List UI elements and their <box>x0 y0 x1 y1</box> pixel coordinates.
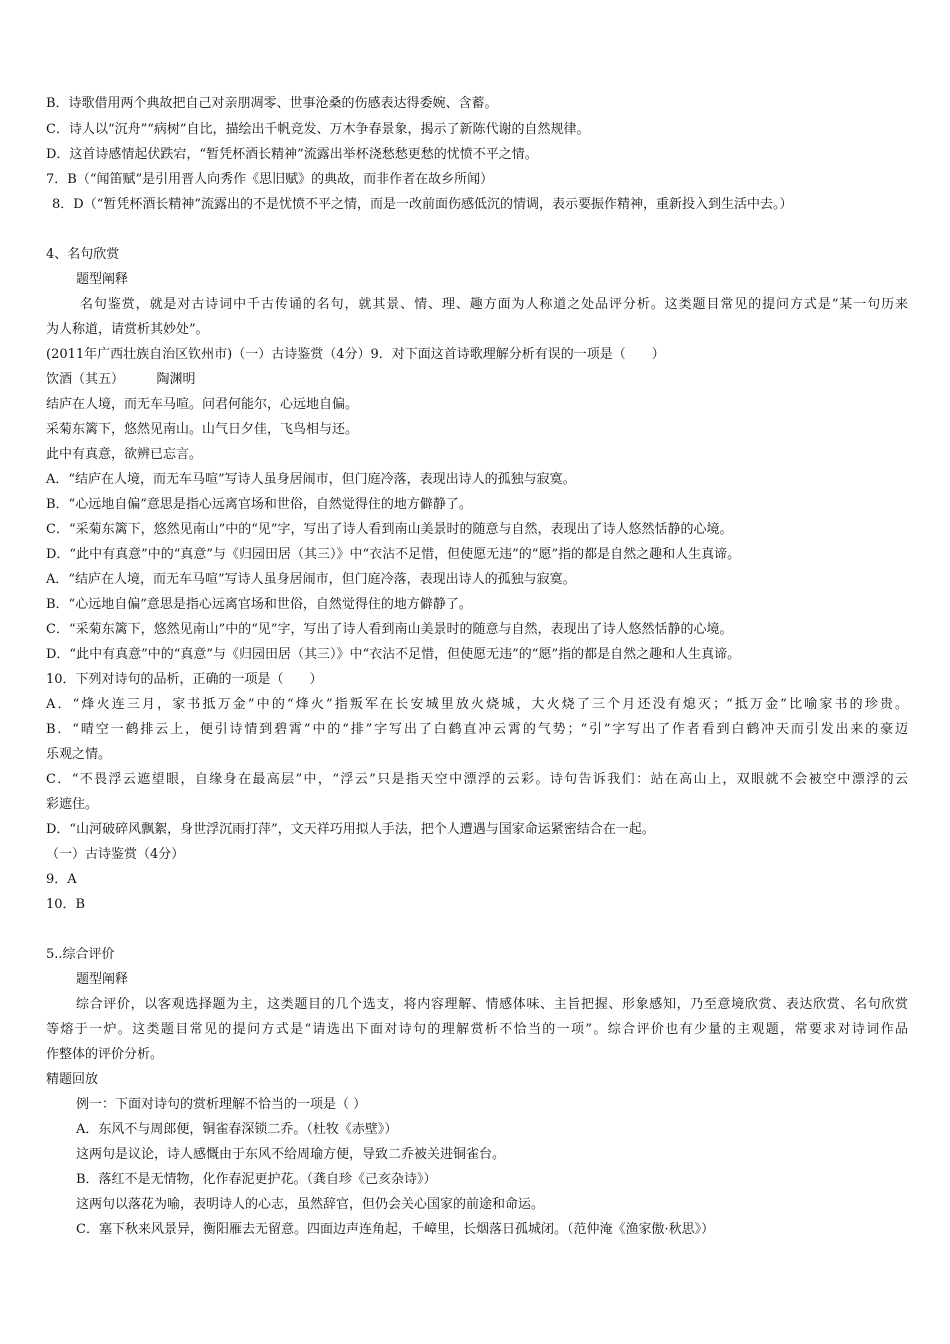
option-c-line: C．“采菊东篱下，悠然见南山”中的“见”字，写出了诗人看到南山美景时的随意与自然，表现出了诗人悠然恬静的心境。 <box>46 522 733 537</box>
option-c-continuation: 彩遮住。 <box>46 797 99 812</box>
poem-line: 此中有真意，欲辨已忘言。 <box>46 447 203 462</box>
option-b-line: B．“晴空一鹤排云上，便引诗情到碧霄”中的“排”字写出了白鹤直冲云霄的气势；“引”字写出了作者看到白鹤冲天而引发出来的豪迈 <box>46 722 908 737</box>
paragraph-line: 等熔于一炉。这类题目常见的提问方式是“请选出下面对诗句的理解赏析不恰当的一项”。综合评价也有少量的主观题，常要求对诗词作品 <box>46 1022 908 1037</box>
paragraph-line: 为人称道，请赏析其妙处”。 <box>46 322 209 337</box>
example-1-stem: 例一：下面对诗句的赏析理解不恰当的一项是（ ） <box>76 1097 367 1112</box>
option-a-line: A．“结庐在人境，而无车马喧”写诗人虽身居闹市，但门庭冷落，表现出诗人的孤独与寂寞。 <box>46 572 576 587</box>
option-d-line: D．“此中有真意”中的“真意”与《归园田居（其三）》中“衣沾不足惜，但使愿无违”的“愿”指的都是自然之趣和人生真谛。 <box>46 547 741 562</box>
option-a-line: A．“烽火连三月，家书抵万金”中的“烽火”指叛军在长安城里放火烧城，大火烧了三个月还没有熄灭；“抵万金”比喻家书的珍贵。 <box>46 697 908 712</box>
option-c-line: C．“不畏浮云遮望眼，自缘身在最高层”中，“浮云”只是指天空中漂浮的云彩。诗句告诉我们：站在高山上，双眼就不会被空中漂浮的云 <box>46 772 908 787</box>
answer-8: 8．D（“暂凭杯酒长精神”流露出的不是忧愤不平之情，而是一改前面伤感低沉的情调，表示要振作精神，重新投入到生活中去。） <box>52 197 793 212</box>
option-b-line: B．“心远地自偏”意思是指心远离官场和世俗，自然觉得住的地方僻静了。 <box>46 597 472 612</box>
example-option-a-note: 这两句是议论，诗人感慨由于东风不给周瑜方便，导致二乔被关进铜雀台。 <box>76 1147 506 1162</box>
example-option-b: B．落红不是无情物，化作春泥更护花。（龚自珍《己亥杂诗》） <box>76 1172 437 1187</box>
section-heading-5: 5..综合评价 <box>46 947 115 962</box>
poem-line: 结庐在人境，而无车马喧。问君何能尔，心远地自偏。 <box>46 397 359 412</box>
example-option-c: C．塞下秋来风景异，衡阳雁去无留意。四面边声连角起，千嶂里，长烟落日孤城闭。（范仲淹《渔家傲·秋思》） <box>76 1222 715 1237</box>
answer-heading: （一）古诗鉴赏（4分） <box>46 847 185 862</box>
option-c-line: C．诗人以“沉舟”“病树”自比，描绘出千帆竞发、万木争春景象，揭示了新陈代谢的自然规律。 <box>46 122 590 137</box>
paragraph-line: 作整体的评价分析。 <box>46 1047 164 1062</box>
paragraph-line: 综合评价，以客观选择题为主，这类题目的几个选支，将内容理解、情感体味、主旨把握、形象感知，乃至意境欣赏、表达欣赏、名句欣赏 <box>76 997 908 1012</box>
option-c-line: C．“采菊东篱下，悠然见南山”中的“见”字，写出了诗人看到南山美景时的随意与自然，表现出了诗人悠然恬静的心境。 <box>46 622 733 637</box>
poem-title: 饮酒（其五） 陶渊明 <box>46 372 196 387</box>
option-d-line: D．“山河破碎风飘絮，身世浮沉雨打萍”，文天祥巧用拟人手法，把个人遭遇与国家命运紧密结合在一起。 <box>46 822 655 837</box>
answer-7: 7．B（“闻笛赋”是引用晋人向秀作《思旧赋》的典故，而非作者在故乡所闻） <box>46 172 494 187</box>
subheading-featured-questions: 精题回放 <box>46 1072 99 1087</box>
question-9-stem: (2011年广西壮族自治区钦州市)（一）古诗鉴赏（4分）9．对下面这首诗歌理解分析有误的一项是（ ） <box>46 347 665 362</box>
example-option-b-note: 这两句以落花为喻，表明诗人的心志，虽然辞官，但仍会关心国家的前途和命运。 <box>76 1197 545 1212</box>
option-b-continuation: 乐观之情。 <box>46 747 112 762</box>
example-option-a: A．东风不与周郎便，铜雀春深锁二乔。（杜牧《赤壁》） <box>76 1122 398 1137</box>
option-a-line: A．“结庐在人境，而无车马喧”写诗人虽身居闹市，但门庭冷落，表现出诗人的孤独与寂寞。 <box>46 472 576 487</box>
option-d-line: D．这首诗感情起伏跌宕，“暂凭杯酒长精神”流露出举杯浇愁愁更愁的忧愤不平之情。 <box>46 147 538 162</box>
subheading-type-explanation: 题型阐释 <box>76 272 129 287</box>
section-heading-4: 4、名句欣赏 <box>46 247 120 262</box>
paragraph-line: 名句鉴赏，就是对古诗词中千古传诵的名句，就其景、情、理、趣方面为人称道之处品评分析。这类题目常见的提问方式是“某一句历来 <box>80 297 908 312</box>
answer-10: 10．B <box>46 897 86 912</box>
option-b-line: B．“心远地自偏”意思是指心远离官场和世俗，自然觉得住的地方僻静了。 <box>46 497 472 512</box>
subheading-type-explanation: 题型阐释 <box>76 972 129 987</box>
answer-9: 9．A <box>46 872 77 887</box>
option-b-line: B．诗歌借用两个典故把自己对亲朋凋零、世事沧桑的伤感表达得委婉、含蓄。 <box>46 96 498 111</box>
poem-line: 采菊东篱下，悠然见南山。山气日夕佳，飞鸟相与还。 <box>46 422 359 437</box>
option-d-line: D．“此中有真意”中的“真意”与《归园田居（其三）》中“衣沾不足惜，但使愿无违”的“愿”指的都是自然之趣和人生真谛。 <box>46 647 741 662</box>
question-10-stem: 10．下列对诗句的品析，正确的一项是（ ） <box>46 672 323 687</box>
